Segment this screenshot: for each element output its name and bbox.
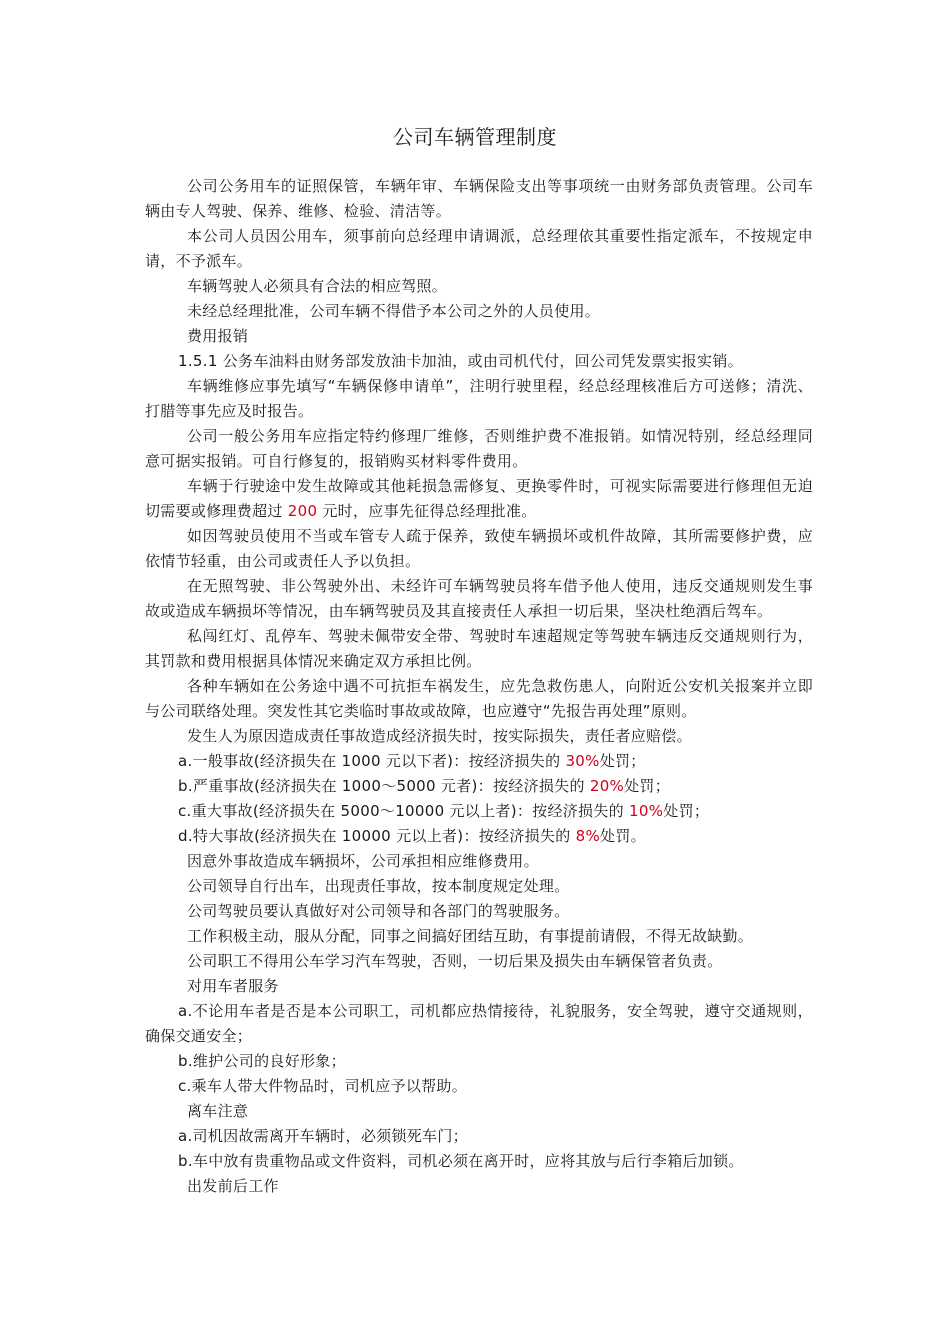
accident-a-percent: 30%	[565, 752, 600, 770]
accident-item-b	[145, 774, 813, 799]
paragraph-repair-shop: 公司一般公务用车应指定特约修理厂维修，否则维护费不准报销。如情况特别，经总经理同意可据实报销。可自行修复的，报销购买材料零件费用。	[145, 427, 813, 470]
paragraph-roadside-repair	[145, 474, 813, 524]
paragraph-compensation: 发生人为原因造成责任事故造成经济损失时，按实际损失，责任者应赔偿。	[187, 727, 692, 745]
document-title: 公司车辆管理制度	[393, 125, 557, 149]
accident-item-a	[145, 749, 813, 774]
repair-limit-amount: 200	[287, 502, 318, 520]
accident-d-text: d.特大事故(经济损失在 10000 元以上者)：按经济损失的	[178, 827, 576, 845]
paragraph-work-attitude: 工作积极主动，服从分配，同事之间搞好团结互助，有事提前请假，不得无故缺勤。	[187, 927, 754, 945]
accident-a-suffix: 处罚；	[599, 752, 646, 770]
accident-d-percent: 8%	[575, 827, 601, 845]
paragraph-lending: 未经总经理批准，公司车辆不得借予本公司之外的人员使用。	[187, 302, 601, 320]
accident-item-c	[145, 799, 813, 824]
accident-b-percent: 20%	[589, 777, 625, 795]
roadside-repair-text: 车辆于行驶途中发生故障或其他耗损急需修复、更换零件时，可视实际需要进行修理但无迫切需要或修理费超过	[145, 477, 813, 520]
accident-c-suffix: 处罚；	[663, 802, 710, 820]
accident-item-d	[145, 824, 813, 849]
paragraph-dispatch: 本公司人员因公用车，须事前向总经理申请调派，总经理依其重要性指定派车，不按规定申请，不予派车。	[145, 227, 813, 270]
service-item-a: a.不论用车者是否是本公司职工，司机都应热情接待，礼貌服务，安全驾驶，遵守交通规则，确保交通安全；	[145, 1002, 813, 1045]
heading-leaving: 离车注意	[187, 1102, 249, 1120]
paragraph-license: 车辆驾驶人必须具有合法的相应驾照。	[187, 277, 448, 295]
paragraph-driver-service: 公司驾驶员要认真做好对公司领导和各部门的驾驶服务。	[187, 902, 570, 920]
leaving-item-a: a.司机因故需离开车辆时，必须锁死车门；	[178, 1127, 468, 1145]
document-body	[145, 174, 813, 1199]
accident-a-text: a.一般事故(经济损失在 1000 元以下者)：按经济损失的	[178, 752, 566, 770]
paragraph-accident-report: 各种车辆如在公务途中遇不可抗拒车祸发生，应先急救伤患人，向附近公安机关报案并立即与公司联络处理。突发性其它类临时事故或故障，也应遵守“先报告再处理”原则。	[145, 677, 813, 720]
paragraph-custody: 公司公务用车的证照保管，车辆年审、车辆保险支出等事项统一由财务部负责管理。公司车辆由专人驾驶、保养、维修、检验、清洁等。	[145, 177, 813, 220]
paragraph-unlicensed: 在无照驾驶、非公驾驶外出、未经许可车辆驾驶员将车借予他人使用，违反交通规则发生事故或造成车辆损坏等情况，由车辆驾驶员及其直接责任人承担一切后果，坚决杜绝酒后驾车。	[145, 577, 813, 620]
paragraph-accidental-damage: 因意外事故造成车辆损坏，公司承担相应维修费用。	[187, 852, 539, 870]
paragraph-negligence: 如因驾驶员使用不当或车管专人疏于保养，致使车辆损坏或机件故障，其所需要修护费，应依情节轻重，由公司或责任人予以负担。	[145, 527, 813, 570]
service-item-c: c.乘车人带大件物品时，司机应予以帮助。	[178, 1077, 468, 1095]
paragraph-no-practice: 公司职工不得用公车学习汽车驾驶，否则，一切后果及损失由车辆保管者负责。	[187, 952, 723, 970]
roadside-repair-text-end: 元时，应事先征得总经理批准。	[317, 502, 537, 520]
accident-d-suffix: 处罚。	[600, 827, 646, 845]
heading-service: 对用车者服务	[187, 977, 279, 995]
paragraph-violations: 私闯红灯、乱停车、驾驶未佩带安全带、驾驶时车速超规定等驾驶车辆违反交通规则行为，其罚款和费用根据具体情况来确定双方承担比例。	[145, 627, 813, 670]
paragraph-leader-driving: 公司领导自行出车，出现责任事故，按本制度规定处理。	[187, 877, 570, 895]
paragraph-repair-request: 车辆维修应事先填写“车辆保修申请单”，注明行驶里程，经总经理核准后方可送修；清洗、打腊等事先应及时报告。	[145, 377, 813, 420]
heading-departure: 出发前后工作	[187, 1177, 279, 1195]
accident-c-text: c.重大事故(经济损失在 5000～10000 元以上者)：按经济损失的	[178, 802, 630, 820]
accident-b-suffix: 处罚；	[624, 777, 671, 795]
paragraph-fuel: 1.5.1 公务车油料由财务部发放油卡加油，或由司机代付，回公司凭发票实报实销。	[178, 352, 743, 370]
accident-c-percent: 10%	[629, 802, 664, 820]
service-item-b: b.维护公司的良好形象；	[178, 1052, 346, 1070]
leaving-item-b: b.车中放有贵重物品或文件资料，司机必须在离开时，应将其放与后行李箱后加锁。	[178, 1152, 744, 1170]
accident-b-text: b.严重事故(经济损失在 1000～5000 元者)：按经济损失的	[178, 777, 590, 795]
heading-expense: 费用报销	[187, 327, 249, 345]
